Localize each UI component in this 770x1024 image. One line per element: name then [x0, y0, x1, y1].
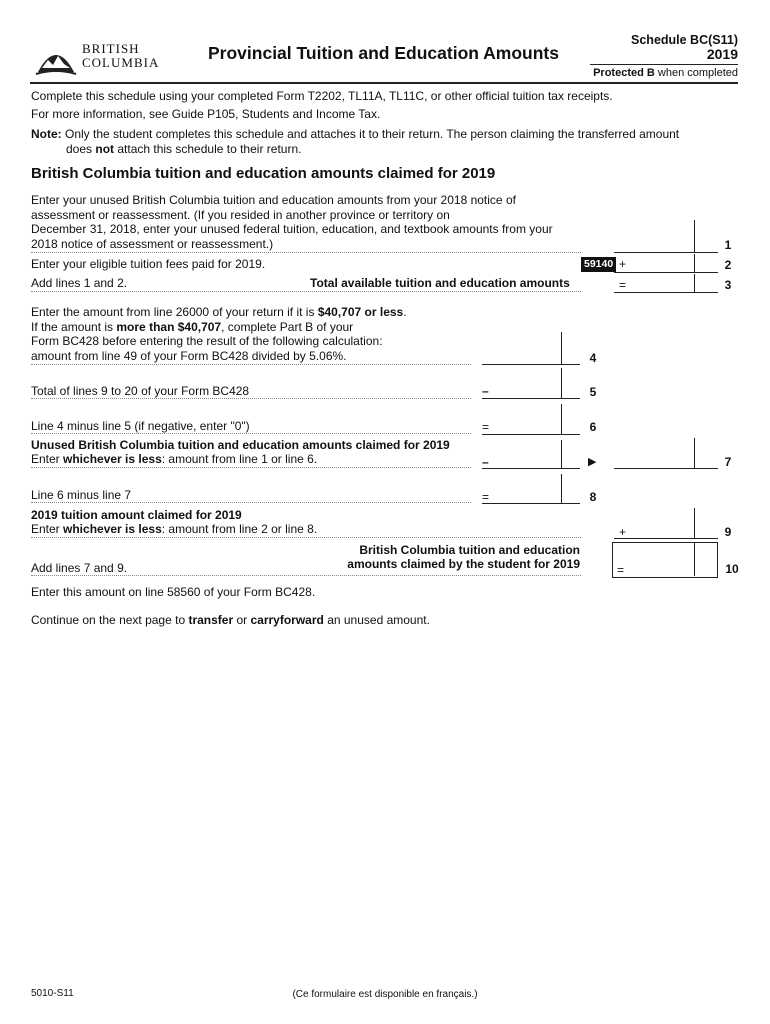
protected-label: Protected B when completed	[593, 67, 738, 79]
header-bottom-rule	[30, 82, 738, 84]
line-5-minus: –	[482, 384, 489, 398]
line-10-field[interactable]	[630, 545, 714, 575]
intro-note: Note: Only the student completes this schedule and attaches it to their return. The person claiming the transferred amount	[31, 127, 680, 141]
line-1-number: 1	[724, 238, 732, 252]
line-7-heading: Unused British Columbia tuition and education amounts claimed for 2019	[31, 438, 450, 452]
line-6-number: 6	[589, 420, 597, 434]
line-9-plus: +	[619, 525, 627, 539]
line-6-text: Line 4 minus line 5 (if negative, enter "0")	[31, 419, 250, 433]
line-4-text: Enter the amount from line 26000 of your return if it is $40,707 or less. If the amount is more than $40,707, complete Part B of your Form BC428 before entering the result of the following calculation: amount from line 49 of your Form BC428 divided by 5.06%.	[31, 305, 407, 363]
line-2-plus: +	[619, 257, 627, 271]
line-8-number: 8	[589, 490, 597, 504]
line-1-field[interactable]	[614, 220, 718, 252]
line-5-field[interactable]	[494, 368, 580, 398]
line-3-equals: =	[619, 278, 627, 292]
line-7-text: Enter whichever is less: amount from line 1 or line 6.	[31, 452, 318, 466]
line-4-number: 4	[589, 351, 597, 365]
form-code: 5010-S11	[31, 988, 74, 999]
line-9-text: Enter whichever is less: amount from line 2 or line 8.	[31, 522, 318, 536]
line-6-field[interactable]	[494, 404, 580, 434]
line-9-field[interactable]	[632, 508, 718, 538]
section-heading: British Columbia tuition and education amounts claimed for 2019	[31, 165, 496, 182]
french-availability-note: (Ce formulaire est disponible en français.)	[292, 989, 478, 1000]
line-1-leader	[31, 252, 581, 253]
line-9-heading: 2019 tuition amount claimed for 2019	[31, 508, 242, 522]
intro-line-2: For more information, see Guide P105, Students and Income Tax.	[31, 107, 381, 121]
line-2-field[interactable]	[632, 254, 718, 272]
logo-text-british: BRITISH	[82, 41, 140, 56]
line-9-number: 9	[724, 525, 732, 539]
line-8-text: Line 6 minus line 7	[31, 488, 132, 502]
line-2-text: Enter your eligible tuition fees paid for 2019.	[31, 257, 266, 271]
header-rule	[590, 64, 738, 65]
line-10-equals: =	[617, 563, 625, 577]
line-6-equals: =	[482, 420, 490, 434]
line-5-number: 5	[589, 385, 597, 399]
line-3-text: Add lines 1 and 2.	[31, 276, 128, 290]
line-8-equals: =	[482, 490, 490, 504]
line-4-field[interactable]	[482, 332, 580, 364]
line-7-minus: –	[482, 455, 489, 469]
form-year: 2019	[706, 46, 738, 62]
line-1-text: Enter your unused British Columbia tuition and education amounts from your 2018 notice of assessment or reassessment. (If you resided in another province or territory on December 31, 2018, enter your unused federal tuition, education, and textbook amounts from your 2018 notice of assessment or reassessment.)	[31, 193, 553, 251]
page-title: Provincial Tuition and Education Amounts	[208, 43, 559, 63]
line-2-number: 2	[724, 258, 732, 272]
continue-instruction: Continue on the next page to transfer or carryforward an unused amount.	[31, 613, 430, 627]
intro-line-1: Complete this schedule using your completed Form T2202, TL11A, TL11C, or other official tuition tax receipts.	[31, 89, 613, 103]
enter-line-instruction: Enter this amount on line 58560 of your Form BC428.	[31, 585, 316, 599]
line-3-label: Total available tuition and education amounts	[310, 276, 570, 290]
line-7-result-field[interactable]	[614, 438, 718, 468]
line-10-text: Add lines 7 and 9.	[31, 561, 128, 575]
line-10-label: British Columbia tuition and education amounts claimed by the student for 2019	[347, 543, 580, 571]
line-8-field[interactable]	[494, 474, 580, 503]
line-5-text: Total of lines 9 to 20 of your Form BC428	[31, 384, 250, 398]
line-3-field[interactable]	[632, 274, 718, 292]
line-7-number: 7	[724, 455, 732, 469]
intro-note-cont: does not attach this schedule to their return.	[66, 142, 302, 156]
logo-text-columbia: COLUMBIA	[82, 55, 160, 70]
bc-logo	[34, 38, 160, 76]
schedule-label: Schedule BC(S11)	[631, 33, 738, 47]
line-3-number: 3	[724, 278, 732, 292]
line-7-arrow-icon: ▶	[588, 456, 597, 468]
line-7-field[interactable]	[494, 440, 580, 468]
bc-logo-emblem-icon	[34, 38, 78, 76]
line-10-number: 10	[725, 562, 739, 576]
line-2-code-badge: 59140	[581, 257, 616, 272]
